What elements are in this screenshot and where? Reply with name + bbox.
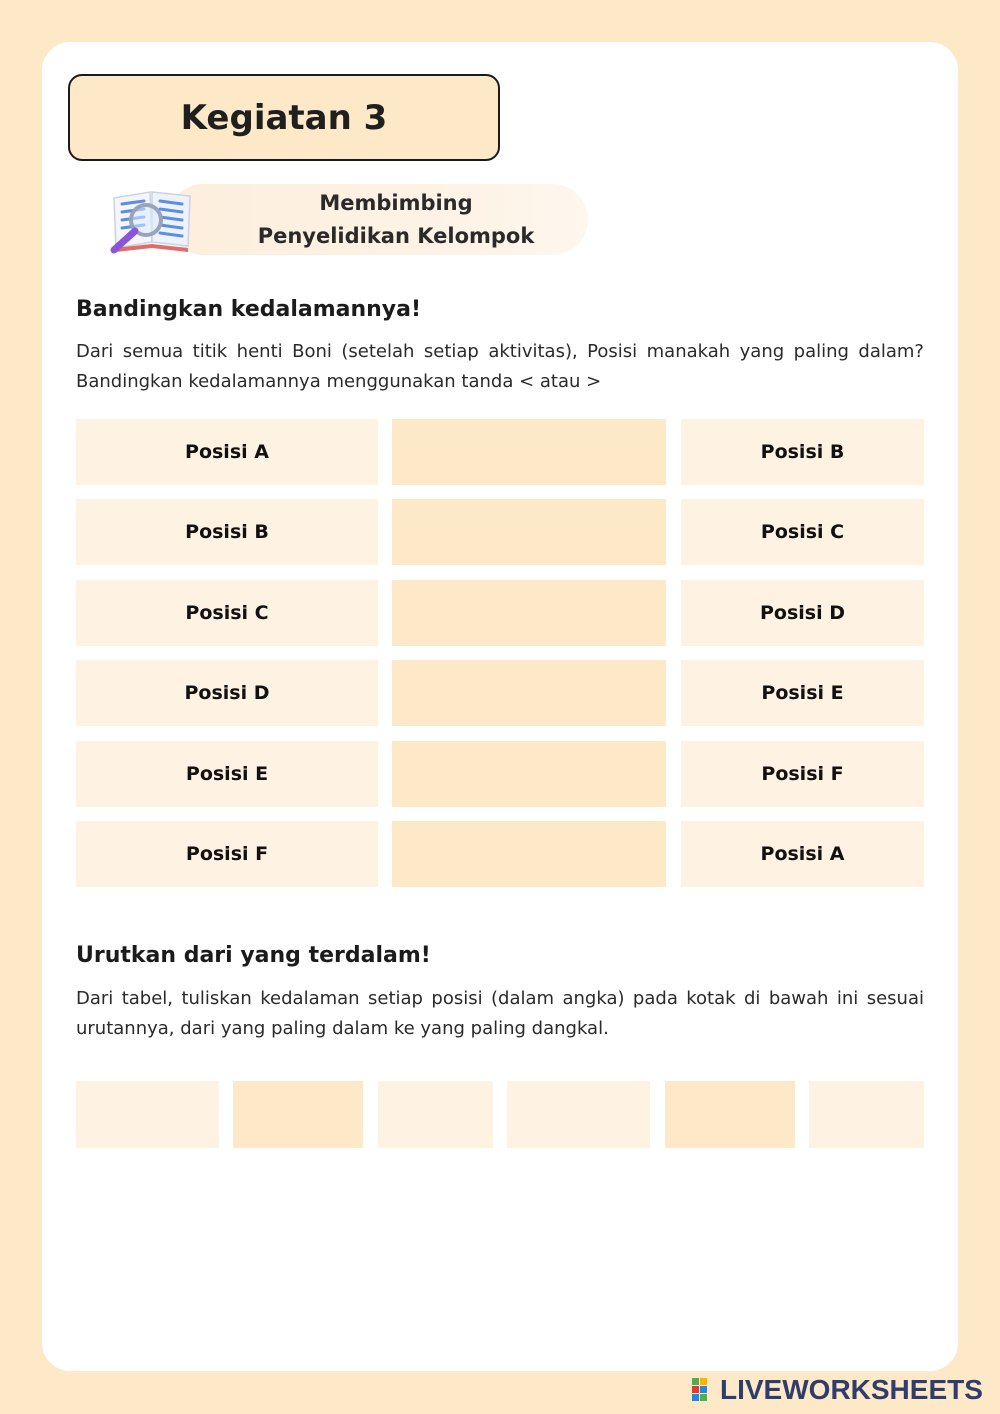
section1-heading: Bandingkan kedalamannya! xyxy=(76,297,422,322)
order-answer-box-4[interactable] xyxy=(507,1081,650,1148)
subtitle-pill xyxy=(168,184,588,255)
brand-name: LIVEWORKSHEETS xyxy=(720,1374,983,1405)
row4-left: Posisi D xyxy=(76,660,378,726)
row2-left: Posisi B xyxy=(76,499,378,565)
row6-answer-box[interactable] xyxy=(392,821,666,887)
row4-right: Posisi E xyxy=(681,660,924,726)
row3-answer-box[interactable] xyxy=(392,580,666,646)
row1-right: Posisi B xyxy=(681,419,924,485)
brand-footer[interactable] xyxy=(692,1374,983,1406)
row1-answer-box[interactable] xyxy=(392,419,666,485)
row6-left: Posisi F xyxy=(76,821,378,887)
row3-left: Posisi C xyxy=(76,580,378,646)
order-answer-box-5[interactable] xyxy=(665,1081,795,1148)
open-book-magnifier-icon xyxy=(106,186,198,258)
page-title: Kegiatan 3 xyxy=(180,97,388,138)
row2-answer-box[interactable] xyxy=(392,499,666,565)
liveworksheets-logo-icon xyxy=(692,1378,716,1402)
row6-right: Posisi A xyxy=(681,821,924,887)
section2-instruction: Dari tabel, tuliskan kedalaman setiap posisi (dalam angka) pada kotak di bawah ini sesuai urutannya, dari yang paling dalam ke yang paling dangkal. xyxy=(76,988,924,1039)
section2-heading: Urutkan dari yang terdalam! xyxy=(76,943,431,968)
subtitle-text: Membimbing Penyelidikan Kelompok xyxy=(257,190,535,248)
row4-answer-box[interactable] xyxy=(392,660,666,726)
row2-right: Posisi C xyxy=(681,499,924,565)
order-answer-box-3[interactable] xyxy=(378,1081,493,1148)
row5-left: Posisi E xyxy=(76,741,378,807)
title-box xyxy=(68,74,500,161)
row3-right: Posisi D xyxy=(681,580,924,646)
row5-answer-box[interactable] xyxy=(392,741,666,807)
section1-instruction: Dari semua titik henti Boni (setelah setiap aktivitas), Posisi manakah yang paling dalam? Bandingkan kedalamannya menggunakan tanda < atau > xyxy=(76,341,924,392)
row1-left: Posisi A xyxy=(76,419,378,485)
order-answer-box-2[interactable] xyxy=(233,1081,363,1148)
row5-right: Posisi F xyxy=(681,741,924,807)
order-answer-box-6[interactable] xyxy=(809,1081,924,1148)
order-answer-box-1[interactable] xyxy=(76,1081,219,1148)
